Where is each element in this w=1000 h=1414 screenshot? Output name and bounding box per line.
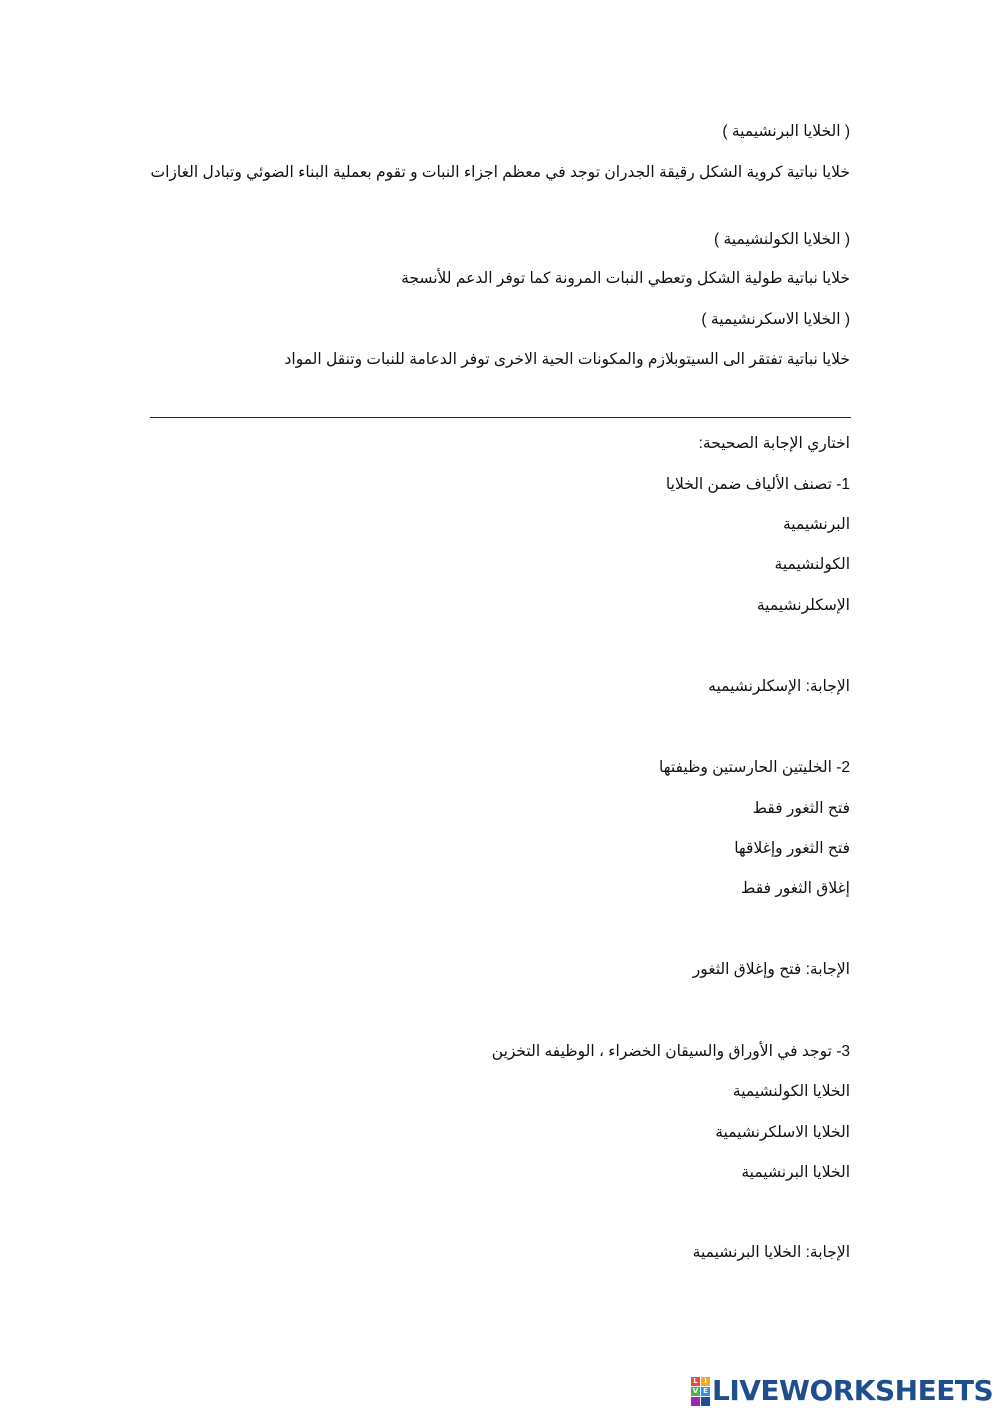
question-3-option-3[interactable]: الخلايا البرنشيمية (741, 1164, 850, 1181)
section-divider (150, 417, 851, 418)
logo-cell: V (692, 1386, 699, 1395)
definition-description-parenchyma: خلايا نباتية كروية الشكل رقيقة الجدران توجد في معظم اجزاء النبات و تقوم بعملية البناء الضوئي وتبادل الغازات (150, 164, 850, 181)
logo-cell (691, 1397, 700, 1406)
question-2-option-3[interactable]: إغلاق الثغور فقط (741, 880, 850, 897)
question-1-option-3[interactable]: الإسكلرنشيمية (756, 597, 850, 614)
logo-cell: I (701, 1377, 710, 1386)
question-2: 2- الخليتين الحارستين وظيفتها (659, 759, 850, 776)
definition-description-collenchyma: خلايا نباتية طولية الشكل وتعطي النبات المرونة كما توفر الدعم للأنسجة (401, 270, 850, 287)
definition-term-collenchyma: ( الخلايا الكولنشيمية ) (713, 231, 850, 248)
logo-cell (701, 1397, 710, 1406)
liveworksheets-logo (691, 1376, 993, 1406)
logo-cell: E (701, 1387, 710, 1396)
logo-brand-text: LIVEWORKSHEETS (712, 1374, 994, 1407)
question-2-option-1[interactable]: فتح الثغور فقط (752, 800, 850, 817)
question-3-answer: الإجابة: الخلايا البرنشيمية (692, 1244, 850, 1261)
question-1-option-1[interactable]: البرنشيمية (782, 516, 850, 533)
definition-description-sclerenchyma: خلايا نباتية تفتقر الى السيتوبلازم والمكونات الحية الاخرى توفر الدعامة للنبات وتنقل المواد (284, 351, 850, 368)
question-1-answer: الإجابة: الإسكلرنشيميه (708, 678, 850, 695)
question-2-answer: الإجابة: فتح وإغلاق الثغور (692, 961, 850, 978)
logo-cell: L (691, 1377, 700, 1386)
definition-term-sclerenchyma: ( الخلايا الاسكرنشيمية ) (701, 311, 850, 328)
logo-mark-icon (691, 1377, 710, 1406)
quiz-instruction: اختاري الإجابة الصحيحة: (698, 435, 850, 452)
question-2-option-2[interactable]: فتح الثغور وإغلاقها (734, 840, 850, 857)
question-1: 1- تصنف الألياف ضمن الخلايا (665, 476, 850, 493)
question-3-option-2[interactable]: الخلايا الاسلكرنشيمية (715, 1124, 850, 1141)
question-3: 3- توجد في الأوراق والسيقان الخضراء ، الوظيفه التخزين (491, 1043, 850, 1060)
definition-term-parenchyma: ( الخلايا البرنشيمية ) (722, 123, 850, 140)
worksheet-page (150, 0, 850, 1414)
question-3-option-1[interactable]: الخلايا الكولنشيمية (732, 1083, 850, 1100)
question-1-option-2[interactable]: الكولنشيمية (774, 556, 850, 573)
